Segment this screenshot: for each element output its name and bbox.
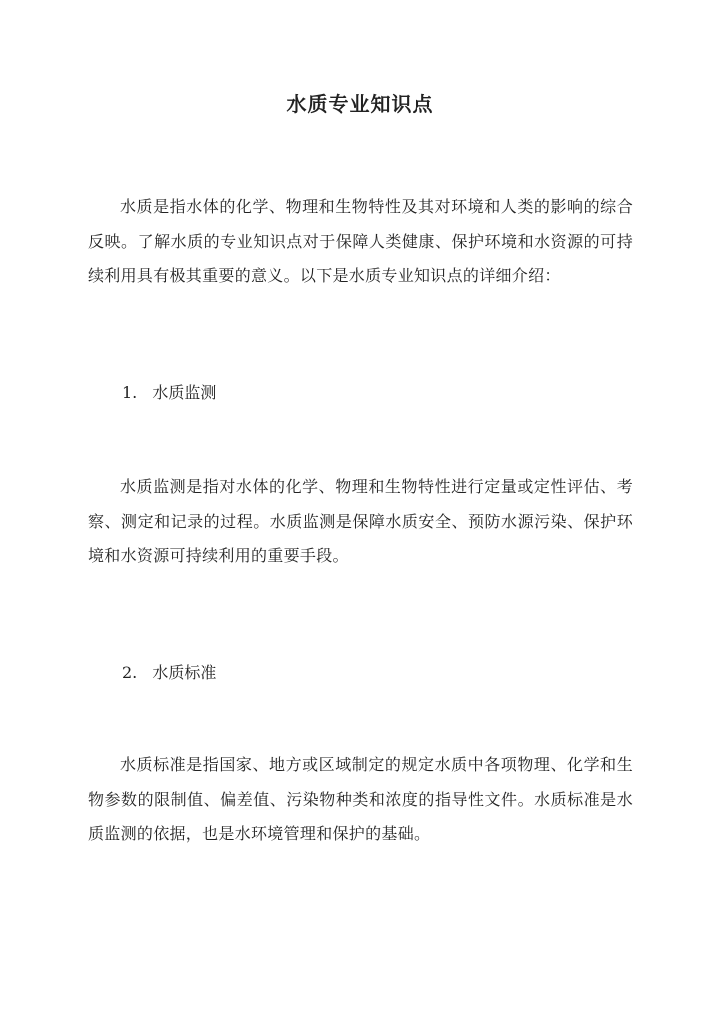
section-heading-2 [122,660,216,683]
section-1-paragraph: 水质监测是指对水体的化学、物理和生物特性进行定量或定性评估、考察、测定和记录的过程。水质监测是保障水质安全、预防水源污染、保护环境和水资源可持续利用的重要手段。 [88,477,633,565]
section-heading-1 [122,380,216,403]
section-heading-text: 水质监测 [152,383,217,402]
section-number: 2. [122,663,138,682]
intro-paragraph: 水质是指水体的化学、物理和生物特性及其对环境和人类的影响的综合反映。了解水质的专业知识点对于保障人类健康、保护环境和水资源的可持续利用具有极其重要的意义。以下是水质专业知识点的详细介绍： [88,197,633,285]
section-number: 1. [122,383,138,402]
section-2-paragraph: 水质标准是指国家、地方或区域制定的规定水质中各项物理、化学和生物参数的限制值、偏差值、污染物种类和浓度的指导性文件。水质标准是水质监测的依据，也是水环境管理和保护的基础。 [88,755,633,843]
section-heading-text: 水质标准 [152,663,217,682]
page-title: 水质专业知识点 [286,92,434,116]
